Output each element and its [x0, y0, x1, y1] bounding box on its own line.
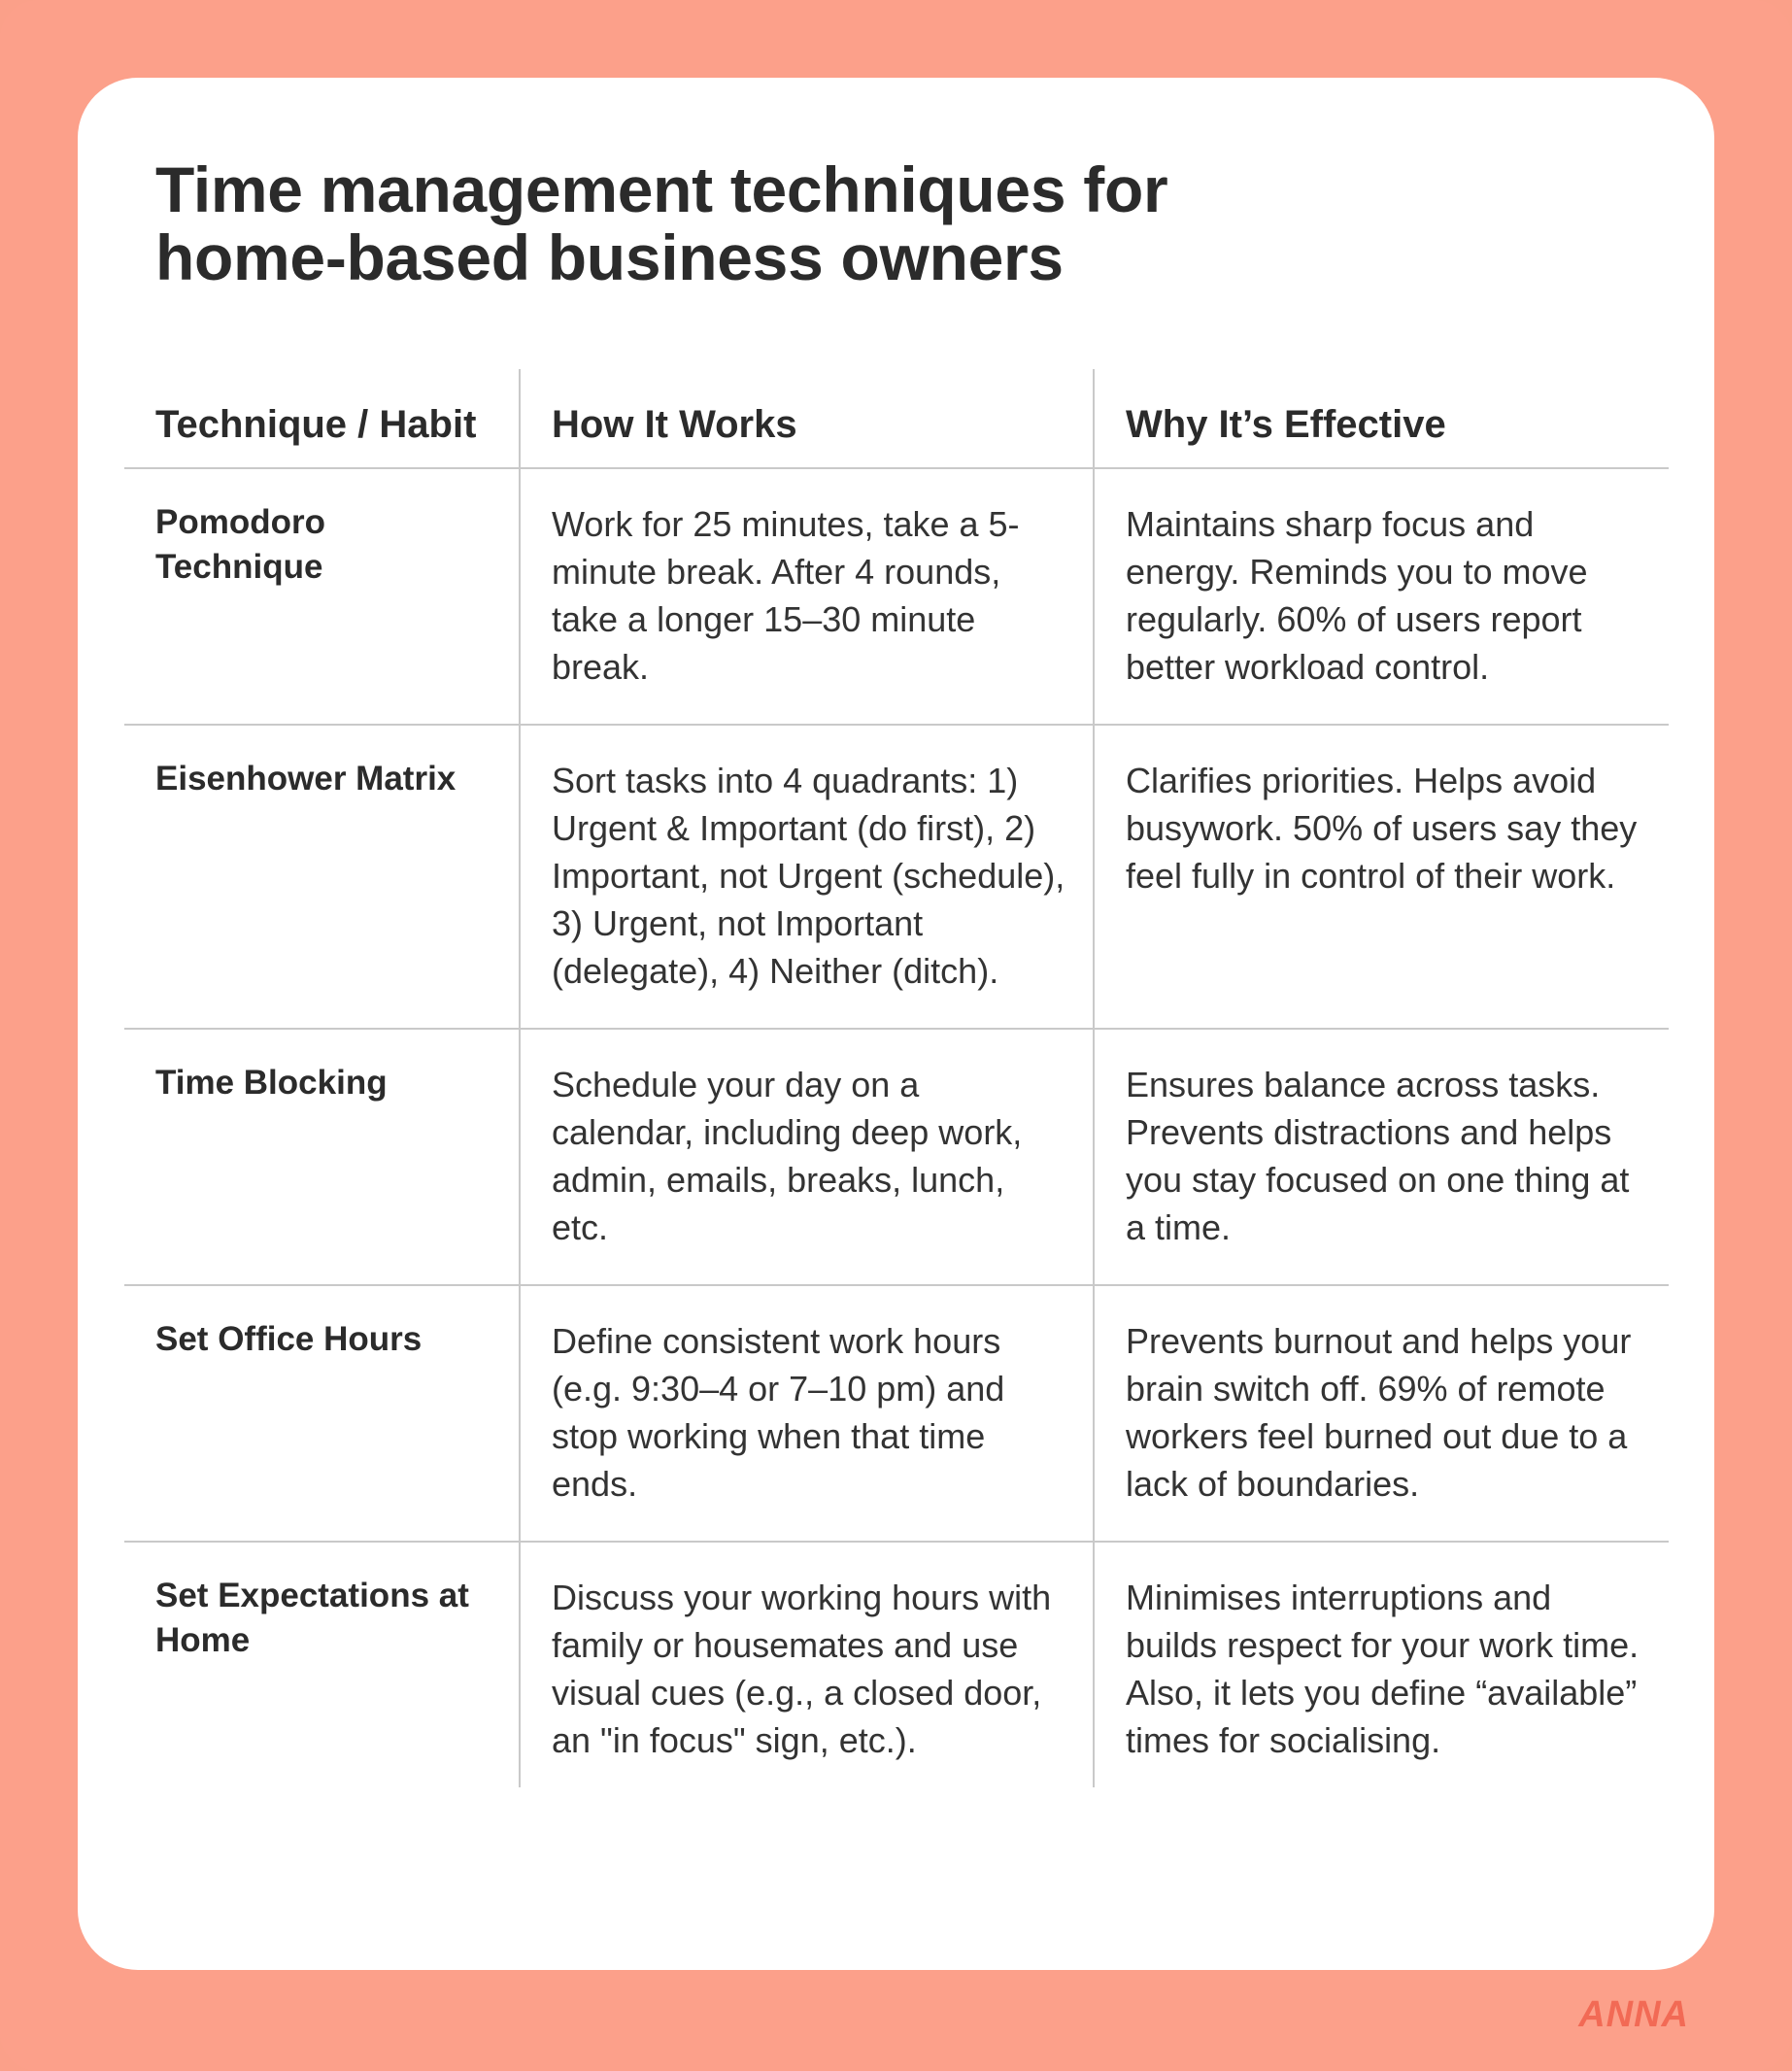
why-cell: Prevents burnout and helps your brain switch off. 69% of remote workers feel burned out due to a lack of boundaries.	[1094, 1285, 1669, 1542]
content-card	[78, 78, 1714, 1970]
technique-cell: Set Expectations at Home	[155, 1577, 469, 1659]
technique-cell: Eisenhower Matrix	[124, 725, 520, 1029]
header-how-it-works: How It Works	[520, 369, 1094, 468]
title-line-1: Time management techniques for	[155, 153, 1168, 225]
why-cell: Minimises interruptions and builds respect for your work time. Also, it lets you define “available” times for socialising.	[1094, 1542, 1669, 1787]
table-row	[124, 468, 1669, 725]
table-row	[124, 725, 1669, 1029]
how-cell: Define consistent work hours (e.g. 9:30–4 or 7–10 pm) and stop working when that time ends.	[520, 1285, 1094, 1542]
page-title	[155, 155, 1321, 291]
anna-logo: ANNA	[1578, 1994, 1689, 2035]
technique-cell: Pomodoro Technique	[124, 468, 520, 725]
table-header-row	[124, 369, 1669, 468]
table-row	[124, 1029, 1669, 1285]
header-technique: Technique / Habit	[124, 369, 520, 468]
header-why-effective: Why It’s Effective	[1094, 369, 1669, 468]
how-cell: Sort tasks into 4 quadrants: 1) Urgent & Important (do first), 2) Important, not Urgent (schedule), 3) Urgent, not Important (delegate), 4) Neither (ditch).	[520, 725, 1094, 1029]
technique-cell: Set Office Hours	[124, 1285, 520, 1542]
techniques-table	[124, 369, 1669, 1787]
technique-cell: Time Blocking	[124, 1029, 520, 1285]
how-cell: Work for 25 minutes, take a 5-minute break. After 4 rounds, take a longer 15–30 minute break.	[520, 468, 1094, 725]
table-row	[124, 1285, 1669, 1542]
why-cell: Maintains sharp focus and energy. Reminds you to move regularly. 60% of users report better workload control.	[1094, 468, 1669, 725]
how-cell: Discuss your working hours with family or housemates and use visual cues (e.g., a closed door, an "in focus" sign, etc.).	[520, 1542, 1094, 1787]
how-cell: Schedule your day on a calendar, including deep work, admin, emails, breaks, lunch, etc.	[520, 1029, 1094, 1285]
table-row	[124, 1542, 1669, 1787]
title-line-2: home-based business owners	[155, 221, 1064, 293]
why-cell: Clarifies priorities. Helps avoid busywork. 50% of users say they feel fully in control of their work.	[1094, 725, 1669, 1029]
why-cell: Ensures balance across tasks. Prevents distractions and helps you stay focused on one thing at a time.	[1094, 1029, 1669, 1285]
